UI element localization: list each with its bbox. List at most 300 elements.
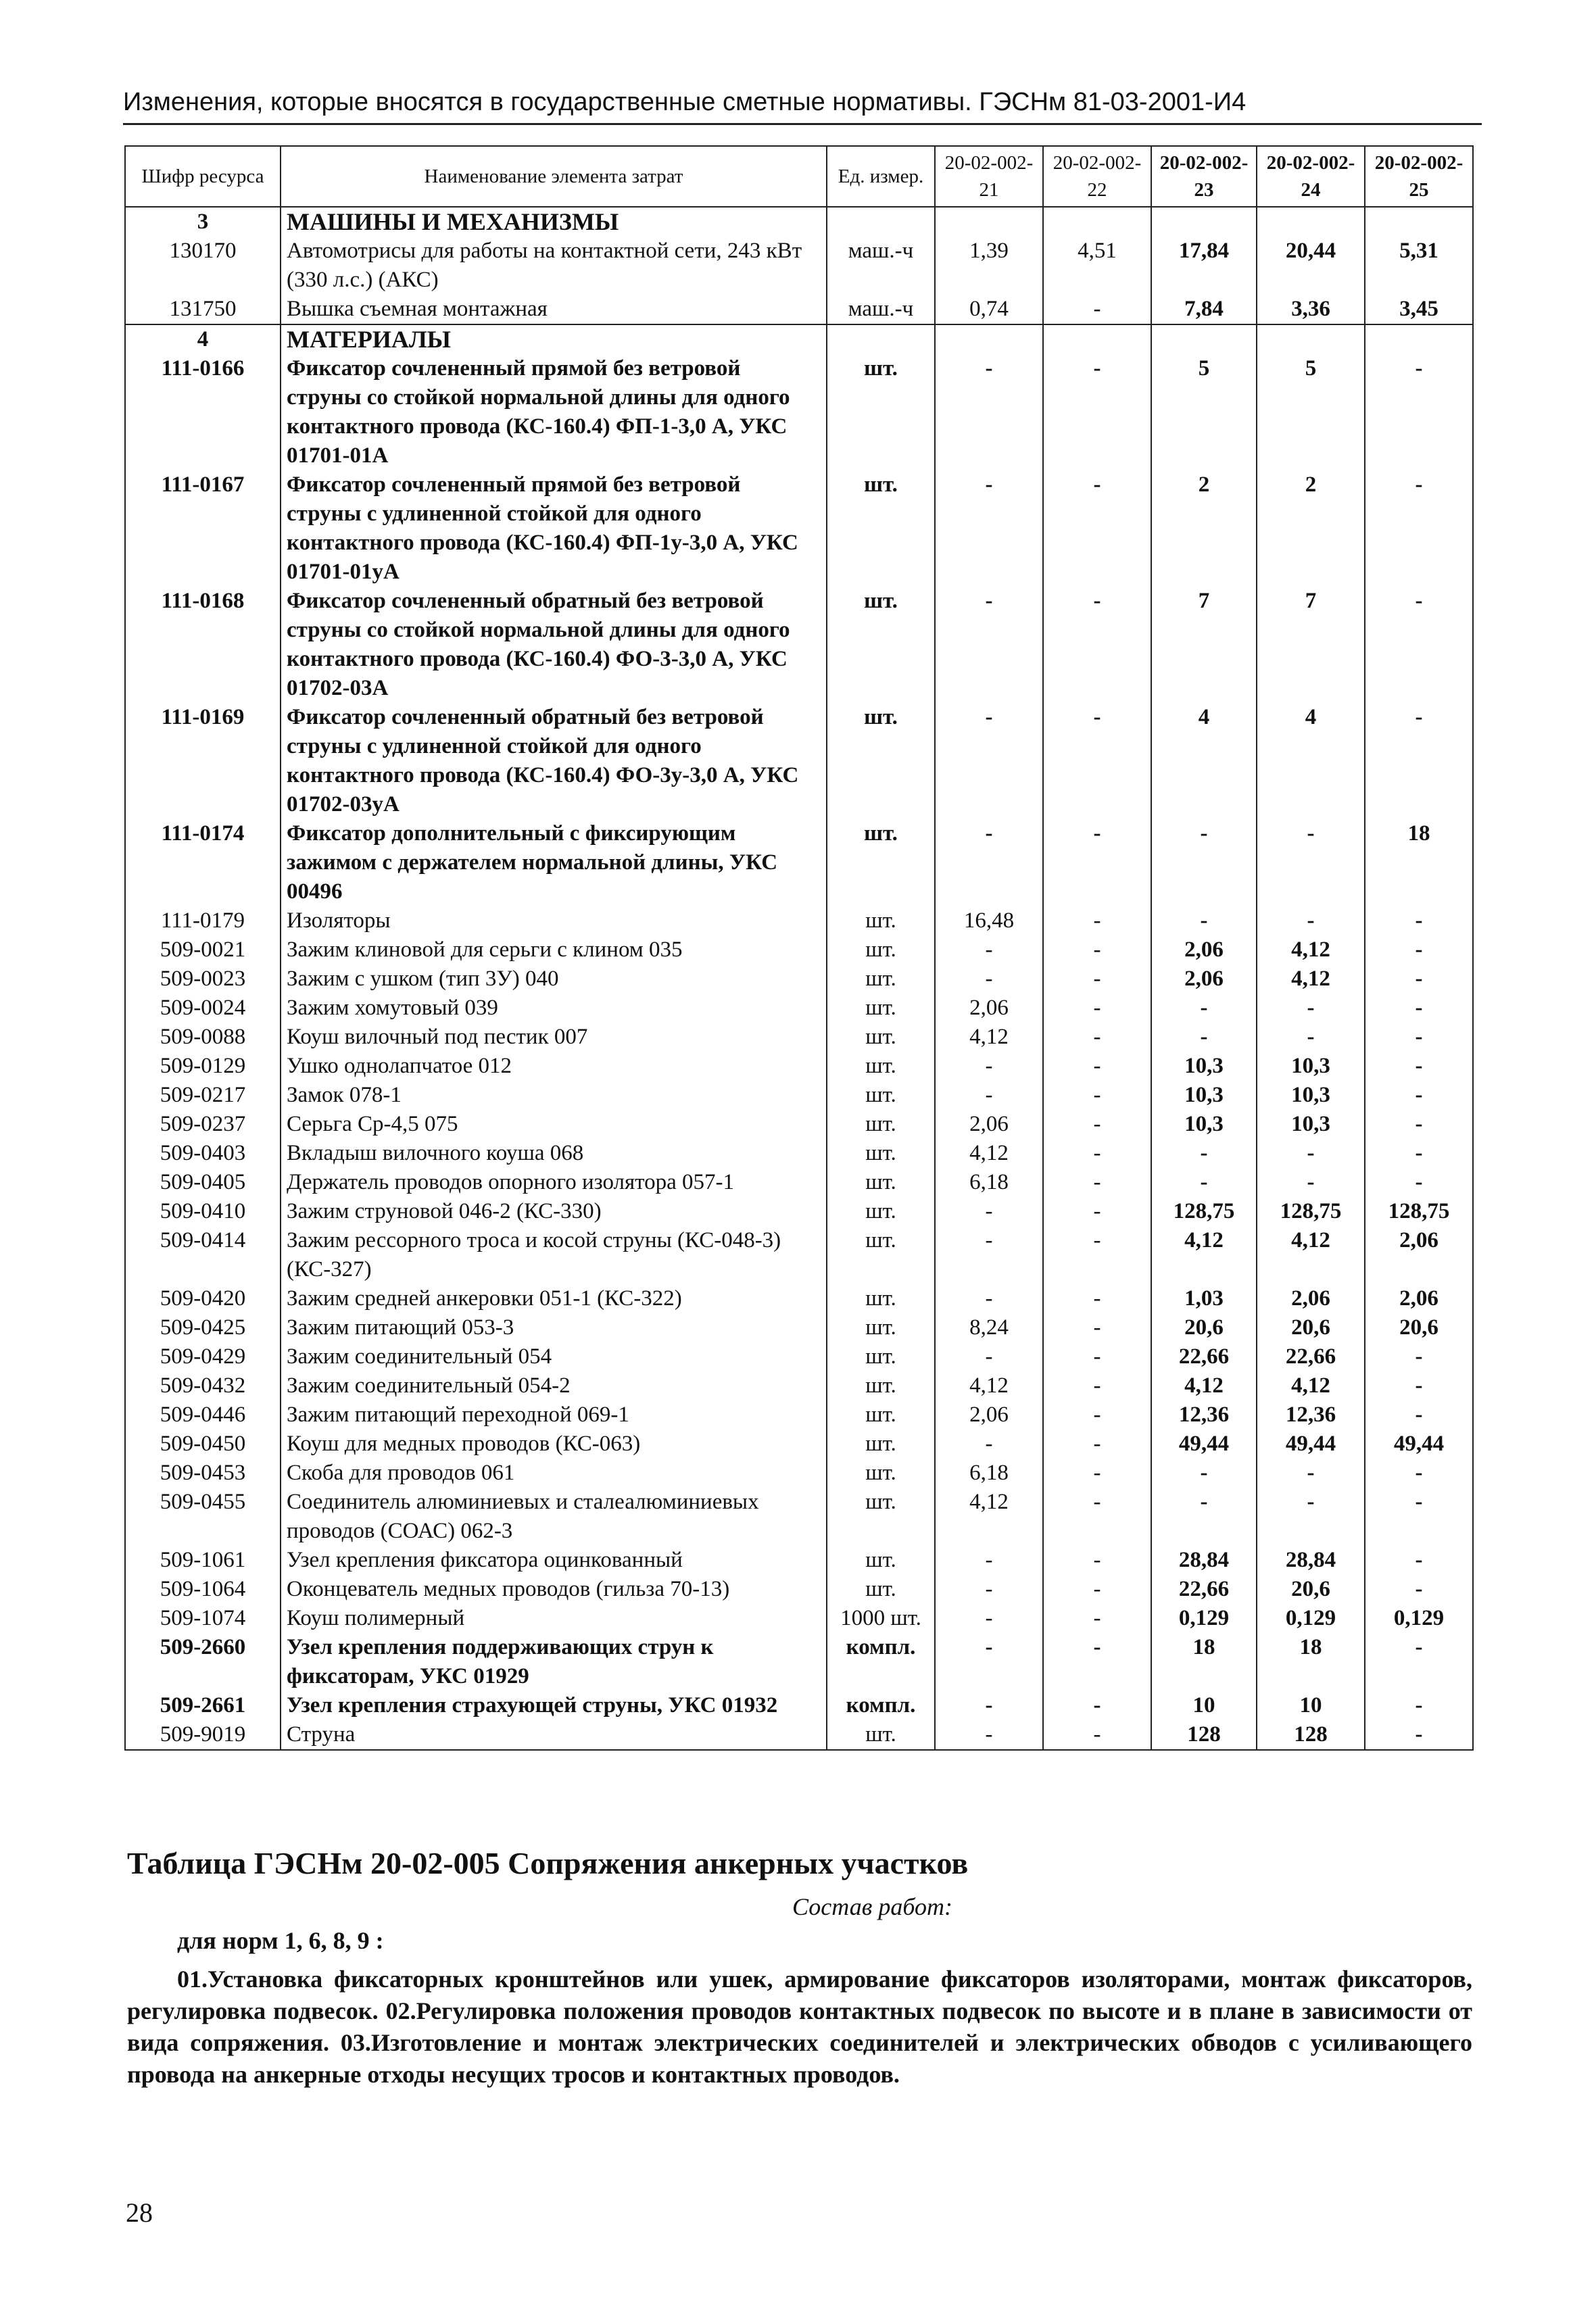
resource-table <box>124 145 1474 1751</box>
resource-code: 111-0169 <box>125 703 281 819</box>
table-row <box>125 1052 1473 1081</box>
value-c24: 128,75 <box>1257 1197 1365 1226</box>
value-c21: - <box>935 1197 1043 1226</box>
section-title: МАШИНЫ И МЕХАНИЗМЫ <box>281 207 827 237</box>
value-c21: - <box>935 1081 1043 1110</box>
resource-unit: маш.-ч <box>827 295 935 324</box>
value-c22: - <box>1043 1110 1151 1139</box>
table-row <box>125 1691 1473 1720</box>
value-c25: - <box>1365 1720 1473 1750</box>
value-c21: - <box>935 587 1043 703</box>
resource-name: Держатель проводов опорного изолятора 057-1 <box>281 1168 827 1197</box>
value-c25: 3,45 <box>1365 295 1473 324</box>
value-c22: - <box>1043 1488 1151 1546</box>
resource-name: Серьга Ср-4,5 075 <box>281 1110 827 1139</box>
value-c23: 4,12 <box>1151 1226 1257 1284</box>
value-c22: - <box>1043 1313 1151 1342</box>
table-row <box>125 587 1473 703</box>
value-c24: 4 <box>1257 703 1365 819</box>
value-c24: 4,12 <box>1257 1226 1365 1284</box>
resource-code: 509-0446 <box>125 1400 281 1430</box>
value-c22: - <box>1043 703 1151 819</box>
resource-unit: шт. <box>827 470 935 587</box>
value-c25: - <box>1365 965 1473 994</box>
value-c24: - <box>1257 1023 1365 1052</box>
value-c23: - <box>1151 994 1257 1023</box>
resource-name: Фиксатор сочлененный прямой без ветровой струны со стойкой нормальной длины для одного контактного провода (КС-160.4) ФП-1-3,0 А, УКС 01701-01А <box>281 354 827 470</box>
value-c24: 22,66 <box>1257 1342 1365 1371</box>
value-c23: 12,36 <box>1151 1400 1257 1430</box>
value-c24: - <box>1257 1488 1365 1546</box>
value-c22: - <box>1043 965 1151 994</box>
value-c23: 7,84 <box>1151 295 1257 324</box>
col-header-c21: 20-02-002-21 <box>935 146 1043 207</box>
table-row <box>125 1371 1473 1400</box>
resource-name: Зажим соединительный 054-2 <box>281 1371 827 1400</box>
table-row <box>125 1459 1473 1488</box>
table-caption: Таблица ГЭСНм 20-02-005 Сопряжения анкерных участков <box>127 1846 969 1880</box>
resource-name: Замок 078-1 <box>281 1081 827 1110</box>
value-c22: - <box>1043 906 1151 935</box>
value-c25: 2,06 <box>1365 1284 1473 1313</box>
resource-code: 509-0410 <box>125 1197 281 1226</box>
table-row <box>125 1633 1473 1691</box>
resource-code: 509-0237 <box>125 1110 281 1139</box>
table-row <box>125 1284 1473 1313</box>
value-c21: - <box>935 1284 1043 1313</box>
resource-code: 509-0217 <box>125 1081 281 1110</box>
resource-code: 509-0023 <box>125 965 281 994</box>
value-c21: 4,12 <box>935 1371 1043 1400</box>
section-title: МАТЕРИАЛЫ <box>281 324 827 354</box>
table-row <box>125 354 1473 470</box>
value-c24: 3,36 <box>1257 295 1365 324</box>
value-c25: - <box>1365 1342 1473 1371</box>
value-c25: - <box>1365 1459 1473 1488</box>
value-c24: - <box>1257 994 1365 1023</box>
value-c25: - <box>1365 935 1473 965</box>
resource-unit: шт. <box>827 1575 935 1604</box>
value-c21: 4,12 <box>935 1488 1043 1546</box>
section-empty-cell <box>1151 207 1257 237</box>
resource-unit: шт. <box>827 1052 935 1081</box>
value-c22: - <box>1043 1342 1151 1371</box>
resource-name: Зажим клиновой для серьги с клином 035 <box>281 935 827 965</box>
resource-code: 509-2660 <box>125 1633 281 1691</box>
value-c24: 28,84 <box>1257 1546 1365 1575</box>
work-composition-heading: Состав работ: <box>792 1893 952 1920</box>
value-c24: 10,3 <box>1257 1052 1365 1081</box>
value-c22: - <box>1043 1139 1151 1168</box>
value-c25: - <box>1365 1052 1473 1081</box>
value-c24: - <box>1257 819 1365 906</box>
value-c23: 7 <box>1151 587 1257 703</box>
value-c25: - <box>1365 1488 1473 1546</box>
value-c21: - <box>935 1226 1043 1284</box>
resource-name: Вкладыш вилочного коуша 068 <box>281 1139 827 1168</box>
value-c23: - <box>1151 1168 1257 1197</box>
table-row <box>125 1400 1473 1430</box>
value-c23: - <box>1151 1459 1257 1488</box>
value-c22: - <box>1043 1633 1151 1691</box>
value-c23: 1,03 <box>1151 1284 1257 1313</box>
value-c23: 10,3 <box>1151 1110 1257 1139</box>
table-row <box>125 965 1473 994</box>
value-c23: 22,66 <box>1151 1575 1257 1604</box>
resource-unit: шт. <box>827 1342 935 1371</box>
value-c21: - <box>935 1052 1043 1081</box>
value-c21: - <box>935 965 1043 994</box>
resource-unit: шт. <box>827 935 935 965</box>
resource-code: 509-0455 <box>125 1488 281 1546</box>
value-c25: - <box>1365 1110 1473 1139</box>
section-empty-cell <box>1151 324 1257 354</box>
value-c25: 20,6 <box>1365 1313 1473 1342</box>
value-c24: 2 <box>1257 470 1365 587</box>
value-c23: 128 <box>1151 1720 1257 1750</box>
value-c24: 10,3 <box>1257 1110 1365 1139</box>
resource-unit: шт. <box>827 1081 935 1110</box>
page-header-title: Изменения, которые вносятся в государственные сметные нормативы. ГЭСНм 81-03-2001-И4 <box>123 88 1247 116</box>
value-c23: 0,129 <box>1151 1604 1257 1633</box>
resource-code: 509-0024 <box>125 994 281 1023</box>
value-c22: - <box>1043 994 1151 1023</box>
resource-code: 509-0403 <box>125 1139 281 1168</box>
resource-code: 509-0129 <box>125 1052 281 1081</box>
table-header-row <box>125 146 1473 207</box>
resource-code: 111-0168 <box>125 587 281 703</box>
value-c22: - <box>1043 1197 1151 1226</box>
resource-name: Фиксатор сочлененный прямой без ветровой струны с удлиненной стойкой для одного контактного провода (КС-160.4) ФП-1у-3,0 А, УКС 01701-01уА <box>281 470 827 587</box>
col-header-c24: 20-02-002-24 <box>1257 146 1365 207</box>
resource-unit: шт. <box>827 1226 935 1284</box>
value-c24: 0,129 <box>1257 1604 1365 1633</box>
table-row <box>125 994 1473 1023</box>
value-c21: - <box>935 703 1043 819</box>
value-c21: 2,06 <box>935 994 1043 1023</box>
value-c21: - <box>935 1604 1043 1633</box>
value-c22: - <box>1043 1400 1151 1430</box>
value-c22: - <box>1043 819 1151 906</box>
value-c23: 22,66 <box>1151 1342 1257 1371</box>
resource-name: Зажим питающий 053-3 <box>281 1313 827 1342</box>
value-c25: - <box>1365 1139 1473 1168</box>
resource-name: Зажим питающий переходной 069-1 <box>281 1400 827 1430</box>
value-c22: - <box>1043 1691 1151 1720</box>
table-row <box>125 1604 1473 1633</box>
resource-name: Автомотрисы для работы на контактной сети, 243 кВт (330 л.с.) (АКС) <box>281 237 827 295</box>
resource-unit: 1000 шт. <box>827 1604 935 1633</box>
norms-line: для норм 1, 6, 8, 9 : <box>177 1927 384 1954</box>
resource-unit: шт. <box>827 1371 935 1400</box>
value-c24: 20,44 <box>1257 237 1365 295</box>
value-c24: 49,44 <box>1257 1430 1365 1459</box>
resource-name: Оконцеватель медных проводов (гильза 70-13) <box>281 1575 827 1604</box>
resource-unit: шт. <box>827 1546 935 1575</box>
value-c25: - <box>1365 1023 1473 1052</box>
value-c22: - <box>1043 1546 1151 1575</box>
value-c22: - <box>1043 1720 1151 1750</box>
value-c25: - <box>1365 994 1473 1023</box>
value-c25: - <box>1365 1633 1473 1691</box>
value-c25: - <box>1365 1168 1473 1197</box>
resource-code: 509-1064 <box>125 1575 281 1604</box>
value-c22: - <box>1043 1226 1151 1284</box>
value-c23: - <box>1151 906 1257 935</box>
table-row <box>125 1546 1473 1575</box>
table-row <box>125 237 1473 295</box>
resource-unit: шт. <box>827 965 935 994</box>
resource-name: Фиксатор дополнительный с фиксирующим зажимом с держателем нормальной длины, УКС 00496 <box>281 819 827 906</box>
value-c25: - <box>1365 470 1473 587</box>
col-header-unit: Ед. измер. <box>827 146 935 207</box>
table-row <box>125 1720 1473 1750</box>
resource-code: 509-2661 <box>125 1691 281 1720</box>
value-c23: 17,84 <box>1151 237 1257 295</box>
value-c25: - <box>1365 1400 1473 1430</box>
resource-unit: шт. <box>827 1459 935 1488</box>
value-c25: 128,75 <box>1365 1197 1473 1226</box>
resource-unit: шт. <box>827 1110 935 1139</box>
resource-unit: шт. <box>827 354 935 470</box>
value-c24: 18 <box>1257 1633 1365 1691</box>
table-row <box>125 1023 1473 1052</box>
value-c25: 18 <box>1365 819 1473 906</box>
value-c21: - <box>935 354 1043 470</box>
resource-code: 509-0429 <box>125 1342 281 1371</box>
value-c24: 20,6 <box>1257 1313 1365 1342</box>
section-empty-cell <box>827 207 935 237</box>
value-c21: 8,24 <box>935 1313 1043 1342</box>
resource-name: Узел крепления страхующей струны, УКС 01932 <box>281 1691 827 1720</box>
resource-unit: шт. <box>827 906 935 935</box>
value-c23: - <box>1151 1488 1257 1546</box>
section-empty-cell <box>1257 207 1365 237</box>
resource-unit: шт. <box>827 703 935 819</box>
value-c22: - <box>1043 1371 1151 1400</box>
table-row <box>125 1575 1473 1604</box>
resource-code: 509-0432 <box>125 1371 281 1400</box>
resource-name: Струна <box>281 1720 827 1750</box>
resource-code: 509-0425 <box>125 1313 281 1342</box>
section-empty-cell <box>935 324 1043 354</box>
value-c24: 10,3 <box>1257 1081 1365 1110</box>
value-c21: - <box>935 1546 1043 1575</box>
resource-code: 509-0088 <box>125 1023 281 1052</box>
value-c23: 128,75 <box>1151 1197 1257 1226</box>
table-row <box>125 1110 1473 1139</box>
resource-unit: шт. <box>827 1168 935 1197</box>
table-row <box>125 1139 1473 1168</box>
value-c21: 2,06 <box>935 1400 1043 1430</box>
table-row <box>125 1197 1473 1226</box>
work-description: 01.Установка фиксаторных кронштейнов или ушек, армирование фиксаторов изоляторами, монтаж фиксаторов, регулировка подвесок. 02.Регулировка положения проводов контактных подвесок по высоте и в плане в зависимости от вида сопряжения. 03.Изготовление и монтаж электрических соединителей и электрических обводов с усиливающего провода на анкерные отходы несущих тросов и контактных проводов. <box>127 1966 1472 2088</box>
value-c25: - <box>1365 354 1473 470</box>
value-c25: - <box>1365 906 1473 935</box>
table-row <box>125 1313 1473 1342</box>
value-c23: 49,44 <box>1151 1430 1257 1459</box>
value-c24: - <box>1257 906 1365 935</box>
value-c25: 2,06 <box>1365 1226 1473 1284</box>
value-c24: 12,36 <box>1257 1400 1365 1430</box>
value-c21: - <box>935 1720 1043 1750</box>
table-row <box>125 1226 1473 1284</box>
value-c23: 2,06 <box>1151 935 1257 965</box>
resource-name: Коуш полимерный <box>281 1604 827 1633</box>
resource-unit: шт. <box>827 1023 935 1052</box>
value-c23: 28,84 <box>1151 1546 1257 1575</box>
value-c21: - <box>935 1342 1043 1371</box>
value-c24: 128 <box>1257 1720 1365 1750</box>
resource-code: 509-0453 <box>125 1459 281 1488</box>
value-c23: - <box>1151 1023 1257 1052</box>
section-empty-cell <box>1043 324 1151 354</box>
value-c21: 4,12 <box>935 1139 1043 1168</box>
resource-name: Ушко однолапчатое 012 <box>281 1052 827 1081</box>
value-c25: - <box>1365 1691 1473 1720</box>
header-divider <box>123 123 1482 125</box>
resource-name: Фиксатор сочлененный обратный без ветровой струны с удлиненной стойкой для одного контактного провода (КС-160.4) ФО-3у-3,0 А, УКС 01702-03уА <box>281 703 827 819</box>
value-c22: - <box>1043 1459 1151 1488</box>
value-c22: - <box>1043 470 1151 587</box>
table-row <box>125 1168 1473 1197</box>
value-c25: 5,31 <box>1365 237 1473 295</box>
value-c21: 6,18 <box>935 1168 1043 1197</box>
value-c24: 4,12 <box>1257 965 1365 994</box>
resource-code: 509-0021 <box>125 935 281 965</box>
resource-code: 509-1061 <box>125 1546 281 1575</box>
value-c22: - <box>1043 1052 1151 1081</box>
value-c23: 10,3 <box>1151 1081 1257 1110</box>
table-row <box>125 819 1473 906</box>
value-c25: 0,129 <box>1365 1604 1473 1633</box>
resource-code: 111-0179 <box>125 906 281 935</box>
value-c24: 4,12 <box>1257 935 1365 965</box>
table-row <box>125 1081 1473 1110</box>
resource-name: Вышка съемная монтажная <box>281 295 827 324</box>
section-code: 4 <box>125 324 281 354</box>
value-c23: 10,3 <box>1151 1052 1257 1081</box>
section-empty-cell <box>935 207 1043 237</box>
value-c23: 5 <box>1151 354 1257 470</box>
resource-code: 131750 <box>125 295 281 324</box>
value-c21: - <box>935 1575 1043 1604</box>
resource-name: Коуш вилочный под пестик 007 <box>281 1023 827 1052</box>
value-c25: - <box>1365 1575 1473 1604</box>
resource-name: Узел крепления поддерживающих струн к фиксаторам, УКС 01929 <box>281 1633 827 1691</box>
value-c21: 6,18 <box>935 1459 1043 1488</box>
value-c23: 2 <box>1151 470 1257 587</box>
resource-name: Узел крепления фиксатора оцинкованный <box>281 1546 827 1575</box>
resource-code: 509-0405 <box>125 1168 281 1197</box>
resource-unit: шт. <box>827 819 935 906</box>
section-empty-cell <box>1043 207 1151 237</box>
section-empty-cell <box>1365 207 1473 237</box>
value-c23: - <box>1151 1139 1257 1168</box>
value-c25: - <box>1365 1081 1473 1110</box>
section-empty-cell <box>1365 324 1473 354</box>
resource-unit: компл. <box>827 1633 935 1691</box>
section-row <box>125 207 1473 237</box>
value-c22: - <box>1043 935 1151 965</box>
resource-name: Фиксатор сочлененный обратный без ветровой струны со стойкой нормальной длины для одного контактного провода (КС-160.4) ФО-3-3,0 А, УКС 01702-03А <box>281 587 827 703</box>
value-c21: - <box>935 1633 1043 1691</box>
value-c24: 2,06 <box>1257 1284 1365 1313</box>
value-c21: - <box>935 470 1043 587</box>
resource-name: Изоляторы <box>281 906 827 935</box>
resource-name: Зажим хомутовый 039 <box>281 994 827 1023</box>
value-c25: - <box>1365 1371 1473 1400</box>
resource-unit: шт. <box>827 587 935 703</box>
section-empty-cell <box>1257 324 1365 354</box>
resource-code: 509-9019 <box>125 1720 281 1750</box>
table-row <box>125 1342 1473 1371</box>
resource-unit: шт. <box>827 1197 935 1226</box>
value-c22: 4,51 <box>1043 237 1151 295</box>
resource-unit: шт. <box>827 1400 935 1430</box>
resource-code: 509-0420 <box>125 1284 281 1313</box>
resource-unit: компл. <box>827 1691 935 1720</box>
col-header-name: Наименование элемента затрат <box>281 146 827 207</box>
resource-unit: шт. <box>827 1720 935 1750</box>
value-c25: - <box>1365 587 1473 703</box>
col-header-code: Шифр ресурса <box>125 146 281 207</box>
value-c21: 0,74 <box>935 295 1043 324</box>
table-row <box>125 906 1473 935</box>
value-c23: 10 <box>1151 1691 1257 1720</box>
value-c23: - <box>1151 819 1257 906</box>
value-c21: - <box>935 935 1043 965</box>
value-c23: 4 <box>1151 703 1257 819</box>
resource-code: 509-0450 <box>125 1430 281 1459</box>
value-c22: - <box>1043 1023 1151 1052</box>
resource-name: Зажим струновой 046-2 (КС-330) <box>281 1197 827 1226</box>
resource-name: Соединитель алюминиевых и сталеалюминиевых проводов (СОАС) 062-3 <box>281 1488 827 1546</box>
value-c21: 2,06 <box>935 1110 1043 1139</box>
value-c22: - <box>1043 1168 1151 1197</box>
value-c21: 1,39 <box>935 237 1043 295</box>
value-c22: - <box>1043 1575 1151 1604</box>
col-header-c25: 20-02-002-25 <box>1365 146 1473 207</box>
value-c25: - <box>1365 703 1473 819</box>
table-row <box>125 470 1473 587</box>
resource-code: 111-0167 <box>125 470 281 587</box>
value-c22: - <box>1043 1430 1151 1459</box>
resource-name: Коуш для медных проводов (КС-063) <box>281 1430 827 1459</box>
table-row <box>125 1430 1473 1459</box>
resource-unit: маш.-ч <box>827 237 935 295</box>
value-c22: - <box>1043 1284 1151 1313</box>
col-header-c23: 20-02-002-23 <box>1151 146 1257 207</box>
value-c22: - <box>1043 587 1151 703</box>
value-c22: - <box>1043 295 1151 324</box>
value-c23: 4,12 <box>1151 1371 1257 1400</box>
resource-unit: шт. <box>827 1488 935 1546</box>
resource-name: Зажим соединительный 054 <box>281 1342 827 1371</box>
resource-name: Зажим средней анкеровки 051-1 (КС-322) <box>281 1284 827 1313</box>
value-c24: 20,6 <box>1257 1575 1365 1604</box>
value-c21: 4,12 <box>935 1023 1043 1052</box>
section-code: 3 <box>125 207 281 237</box>
resource-unit: шт. <box>827 1139 935 1168</box>
value-c24: 7 <box>1257 587 1365 703</box>
resource-name: Зажим с ушком (тип 3У) 040 <box>281 965 827 994</box>
page-number: 28 <box>126 2197 153 2228</box>
table-body <box>125 207 1473 1750</box>
section-row <box>125 324 1473 354</box>
value-c24: 4,12 <box>1257 1371 1365 1400</box>
value-c22: - <box>1043 1604 1151 1633</box>
